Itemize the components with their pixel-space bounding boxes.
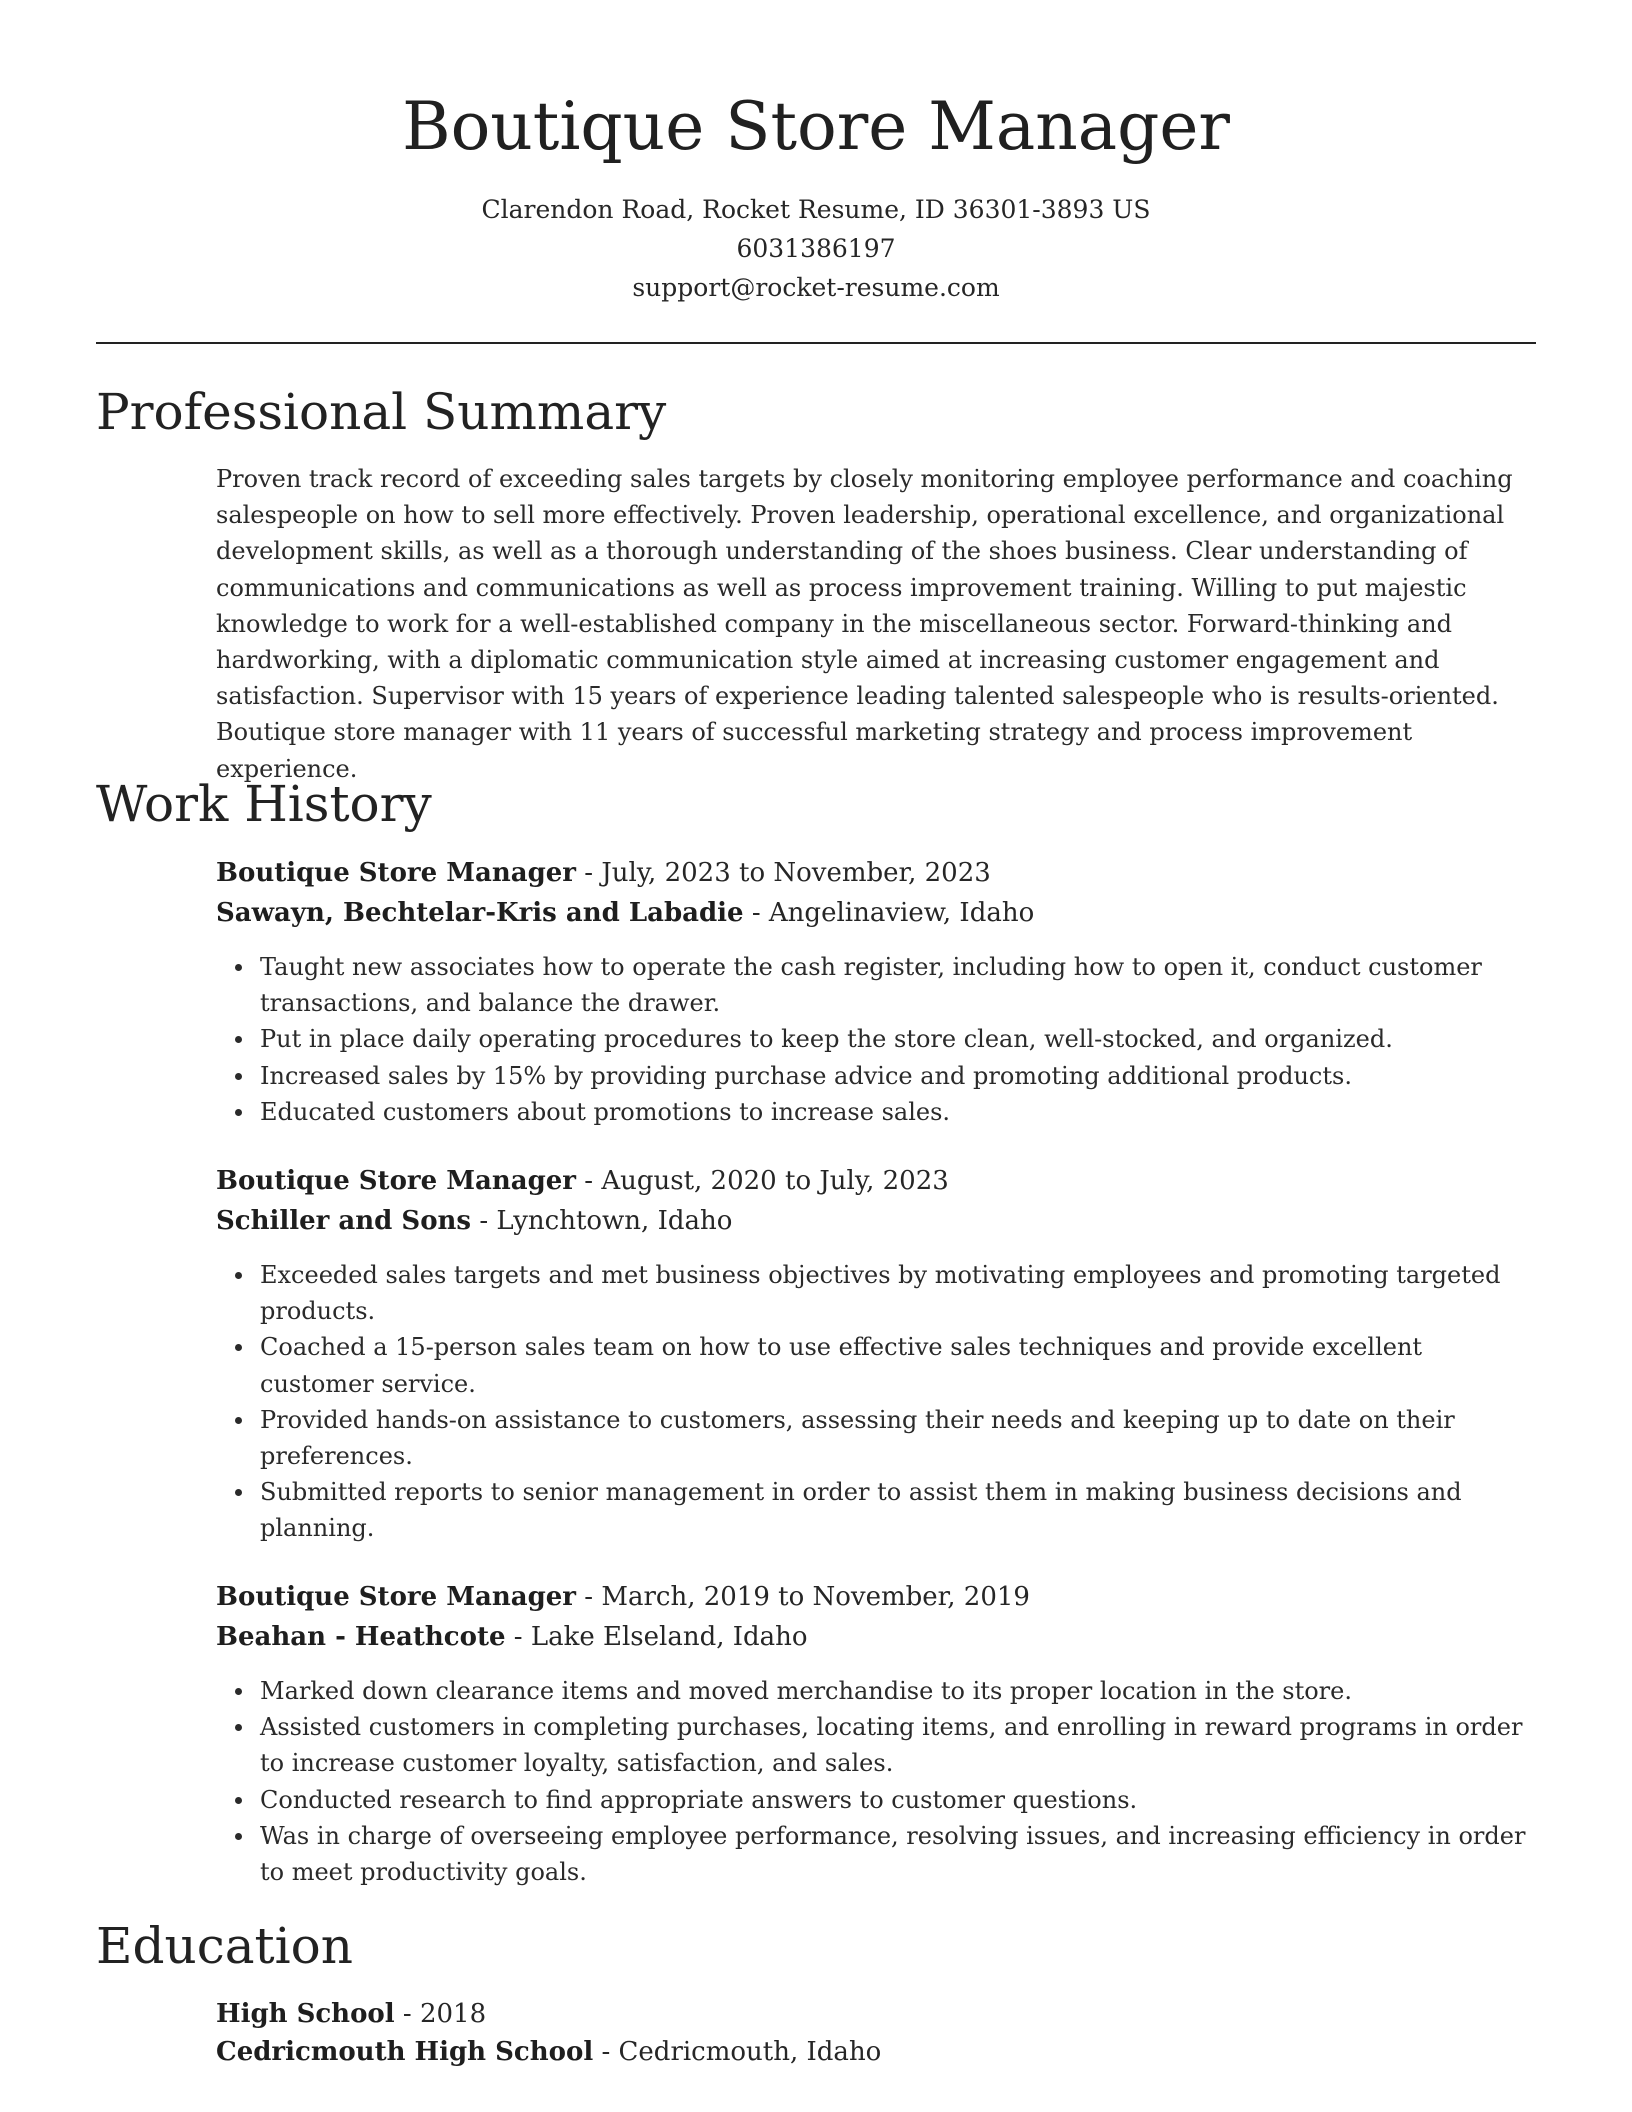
job-2-company-line <box>216 1201 732 1241</box>
job-1-company: Sawayn, Bechtelar-Kris and Labadie <box>216 898 744 928</box>
job-2-company: Schiller and Sons <box>216 1206 472 1236</box>
list-item: Provided hands-on assistance to customers, assessing their needs and keeping up to date on their preferences. <box>260 1402 1536 1474</box>
job-2-location: - Lynchtown, Idaho <box>471 1206 733 1236</box>
education-school-line <box>216 2032 881 2072</box>
section-title-summary: Professional Summary <box>96 383 667 441</box>
education-location: - Cedricmouth, Idaho <box>593 2037 882 2067</box>
resume-title: Boutique Store Manager <box>402 88 1230 165</box>
job-3-location: - Lake Elseland, Idaho <box>505 1622 808 1652</box>
list-item: Educated customers about promotions to increase sales. <box>260 1094 1536 1130</box>
contact-phone: 6031386197 <box>736 234 896 263</box>
job-1-bullets <box>216 949 1536 1130</box>
education-degree-line <box>216 1994 486 2034</box>
education-year: - 2018 <box>394 1999 487 2029</box>
list-item: Exceeded sales targets and met business objectives by motivating employees and promoting targeted products. <box>260 1257 1536 1329</box>
list-item: Marked down clearance items and moved merchandise to its proper location in the store. <box>260 1673 1536 1709</box>
job-2-dates: - August, 2020 to July, 2023 <box>576 1166 949 1196</box>
contact-block <box>0 190 1632 307</box>
job-1-location: - Angelinaview, Idaho <box>743 898 1035 928</box>
summary-text: Proven track record of exceeding sales targets by closely monitoring employee performance and coaching salespeople on how to sell more effectively. Proven leadership, operational excellence, and organizational development skills, as well as a thorough understanding of the shoes business. Clear understanding of communications and communications as well as process improvement training. Willing to put majestic knowledge to work for a well-established company in the miscellaneous sector. Forward-thinking and hardworking, with a diplomatic communication style aimed at increasing customer engagement and satisfaction. Supervisor with 15 years of experience leading talented salespeople who is results-oriented. Boutique store manager with 11 years of successful marketing strategy and process improvement experience. <box>216 465 1513 783</box>
job-1-title-line <box>216 853 991 893</box>
job-1-role: Boutique Store Manager <box>216 858 577 888</box>
job-3-dates: - March, 2019 to November, 2019 <box>576 1582 1030 1612</box>
job-3-company-line <box>216 1617 808 1657</box>
list-item: Submitted reports to senior management in order to assist them in making business decisions and planning. <box>260 1474 1536 1546</box>
list-item: Was in charge of overseeing employee performance, resolving issues, and increasing efficiency in order to meet productivity goals. <box>260 1818 1536 1890</box>
job-2-role: Boutique Store Manager <box>216 1166 577 1196</box>
section-title-work-history: Work History <box>96 775 432 833</box>
education-degree: High School <box>216 1999 395 2029</box>
job-3-company: Beahan - Heathcote <box>216 1622 506 1652</box>
job-1-dates: - July, 2023 to November, 2023 <box>576 858 991 888</box>
list-item: Taught new associates how to operate the cash register, including how to open it, conduct customer transactions, and balance the drawer. <box>260 949 1536 1021</box>
list-item: Put in place daily operating procedures to keep the store clean, well-stocked, and organized. <box>260 1021 1536 1057</box>
section-title-education: Education <box>96 1917 353 1975</box>
list-item: Assisted customers in completing purchases, locating items, and enrolling in reward programs in order to increase customer loyalty, satisfaction, and sales. <box>260 1709 1536 1781</box>
contact-address: Clarendon Road, Rocket Resume, ID 36301-3893 US <box>481 195 1151 224</box>
job-3-title-line <box>216 1577 1030 1617</box>
job-3-role: Boutique Store Manager <box>216 1582 577 1612</box>
job-1-company-line <box>216 893 1034 933</box>
header-divider <box>96 342 1536 344</box>
list-item: Coached a 15-person sales team on how to use effective sales techniques and provide excellent customer service. <box>260 1329 1536 1401</box>
list-item: Conducted research to find appropriate answers to customer questions. <box>260 1782 1536 1818</box>
job-2-title-line <box>216 1161 949 1201</box>
job-2-bullets <box>216 1257 1536 1547</box>
list-item: Increased sales by 15% by providing purchase advice and promoting additional products. <box>260 1058 1536 1094</box>
job-3-bullets <box>216 1673 1536 1890</box>
education-school: Cedricmouth High School <box>216 2037 594 2067</box>
contact-email: support@rocket-resume.com <box>632 273 1000 302</box>
